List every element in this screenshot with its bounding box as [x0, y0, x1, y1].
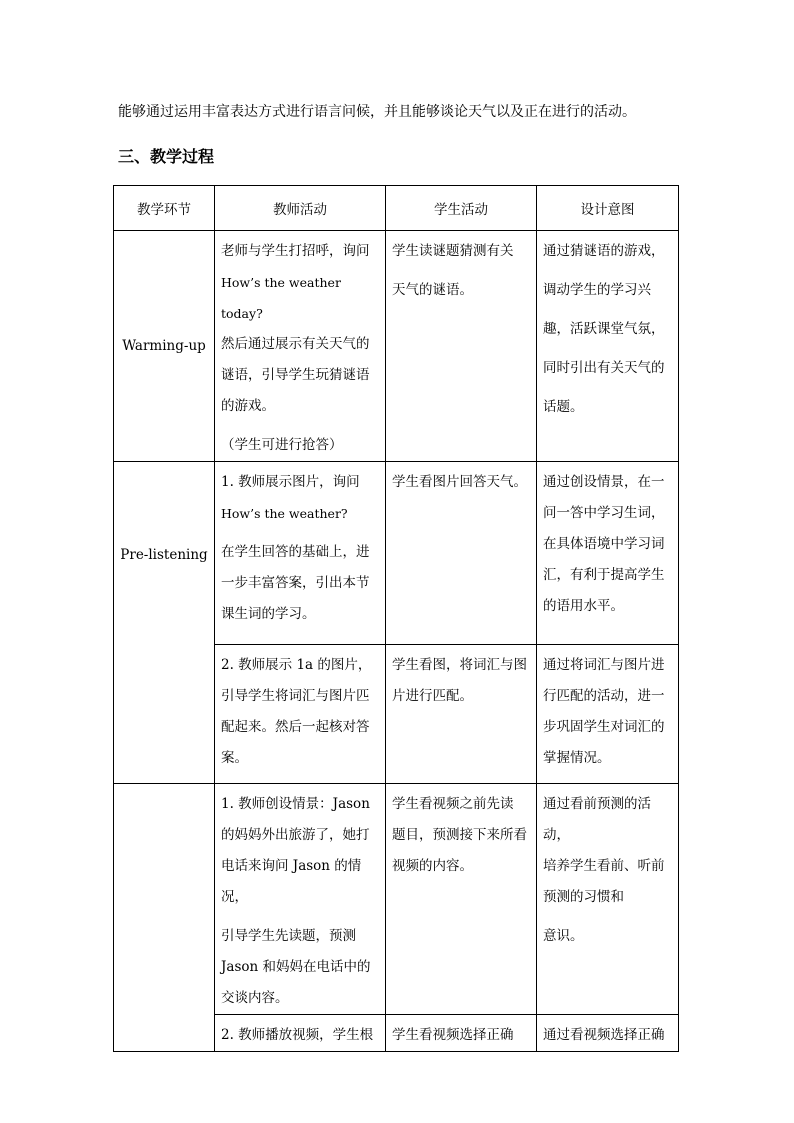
teacher-activity-cell: [215, 231, 386, 462]
header-design-intent: 设计意图: [537, 186, 679, 231]
text-line: 通过创设情景，在一: [543, 474, 665, 490]
text-line: 步巩固学生对词汇的: [543, 719, 665, 735]
text-line: 学生看图，将词汇与图: [392, 657, 527, 673]
text-line: 配起来。然后一起核对答: [221, 719, 370, 735]
header-teacher-activity: 教师活动: [215, 186, 386, 231]
design-intent-cell: [537, 1015, 679, 1052]
text-line: 交谈内容。: [221, 990, 289, 1006]
text-line: 2. 教师展示 1a 的图片，: [221, 657, 372, 673]
text-line: 通过看视频选择正确: [543, 1027, 665, 1043]
header-stage: 教学环节: [114, 186, 215, 231]
text-line: 谜语，引导学生玩猜谜语: [221, 367, 370, 383]
intro-paragraph: 能够通过运用丰富表达方式进行语言问候，并且能够谈论天气以及正在进行的活动。: [118, 104, 636, 120]
table-header-row: [114, 186, 679, 231]
section-title: 三、教学过程: [118, 147, 215, 166]
text-line: 的妈妈外出旅游了，她打: [221, 827, 370, 843]
text-line: 老师与学生打招呼，询问: [221, 243, 370, 259]
text-line: 通过猜谜语的游戏，: [543, 243, 665, 259]
text-line: 引导学生先读题，预测: [221, 928, 356, 944]
text-line: 课生词的学习。: [221, 606, 316, 622]
text-line: 1. 教师创设情景：Jason: [221, 796, 370, 812]
stage-listening: [114, 784, 215, 1052]
text-line: 调动学生的学习兴: [543, 282, 651, 298]
text-line: 汇，有利于提高学生: [543, 567, 665, 583]
text-line: Jason 和妈妈在电话中的: [221, 959, 371, 975]
text-line: How’s the weather today?: [221, 275, 341, 321]
text-line: 培养学生看前、听前: [543, 858, 665, 874]
student-activity-cell: [386, 231, 537, 462]
text-line: 同时引出有关天气的: [543, 360, 665, 376]
text-line: 案。: [221, 750, 248, 766]
text-line: 话题。: [543, 399, 584, 415]
text-line: 通过将词汇与图片进: [543, 657, 665, 673]
text-line: 题目，预测接下来所看: [392, 827, 527, 843]
text-line: 在学生回答的基础上，进: [221, 544, 370, 560]
text-line: 电话来询问 Jason 的情况，: [221, 858, 362, 905]
table-row-pre-listening-1: [114, 462, 679, 645]
table-row-warming-up: [114, 231, 679, 462]
stage-pre-listening-label: Pre-listening: [120, 546, 208, 563]
design-intent-cell: [537, 645, 679, 784]
text-line: 问一答中学习生词，: [543, 505, 665, 521]
text-line: 学生看图片回答天气。: [392, 474, 527, 490]
student-activity-cell: [386, 645, 537, 784]
teacher-activity-cell: [215, 645, 386, 784]
text-line: 1. 教师展示图片，询问: [221, 474, 360, 490]
teacher-activity-cell: [215, 1015, 386, 1052]
student-activity-cell: [386, 462, 537, 645]
teaching-process-table: [113, 185, 679, 1052]
text-line: 意识。: [543, 928, 584, 944]
teacher-activity-cell: [215, 462, 386, 645]
design-intent-cell: [537, 231, 679, 462]
header-student-activity: 学生活动: [386, 186, 537, 231]
teacher-activity-cell: [215, 784, 386, 1015]
text-line: How’s the weather?: [221, 506, 348, 521]
text-line: 引导学生将词汇与图片匹: [221, 688, 370, 704]
text-line: 在具体语境中学习词: [543, 536, 665, 552]
text-line: 趣，活跃课堂气氛，: [543, 321, 665, 337]
text-line: 视频的内容。: [392, 858, 473, 874]
text-line: 学生看视频选择正确: [392, 1027, 514, 1043]
student-activity-cell: [386, 784, 537, 1015]
table-row-listening-1: [114, 784, 679, 1015]
text-line: 掌握情况。: [543, 750, 611, 766]
text-line: 的游戏。: [221, 398, 275, 414]
text-line: 然后通过展示有关天气的: [221, 336, 370, 352]
text-line: 学生看视频之前先读: [392, 796, 514, 812]
text-line: 一步丰富答案，引出本节: [221, 575, 370, 591]
stage-pre-listening: [114, 462, 215, 784]
text-line: 预测的习惯和: [543, 889, 624, 905]
design-intent-cell: [537, 784, 679, 1015]
text-line: 天气的谜语。: [392, 282, 473, 298]
stage-warming-up: Warming-up: [114, 231, 215, 462]
text-line: 片进行匹配。: [392, 688, 473, 704]
text-line: 的语用水平。: [543, 598, 624, 614]
text-line: （学生可进行抢答）: [221, 437, 343, 453]
text-line: 2. 教师播放视频，学生根: [221, 1027, 374, 1043]
design-intent-cell: [537, 462, 679, 645]
student-activity-cell: [386, 1015, 537, 1052]
text-line: 行匹配的活动，进一: [543, 688, 665, 704]
text-line: 通过看前预测的活动，: [543, 796, 651, 843]
text-line: 学生读谜题猜测有关: [392, 243, 514, 259]
